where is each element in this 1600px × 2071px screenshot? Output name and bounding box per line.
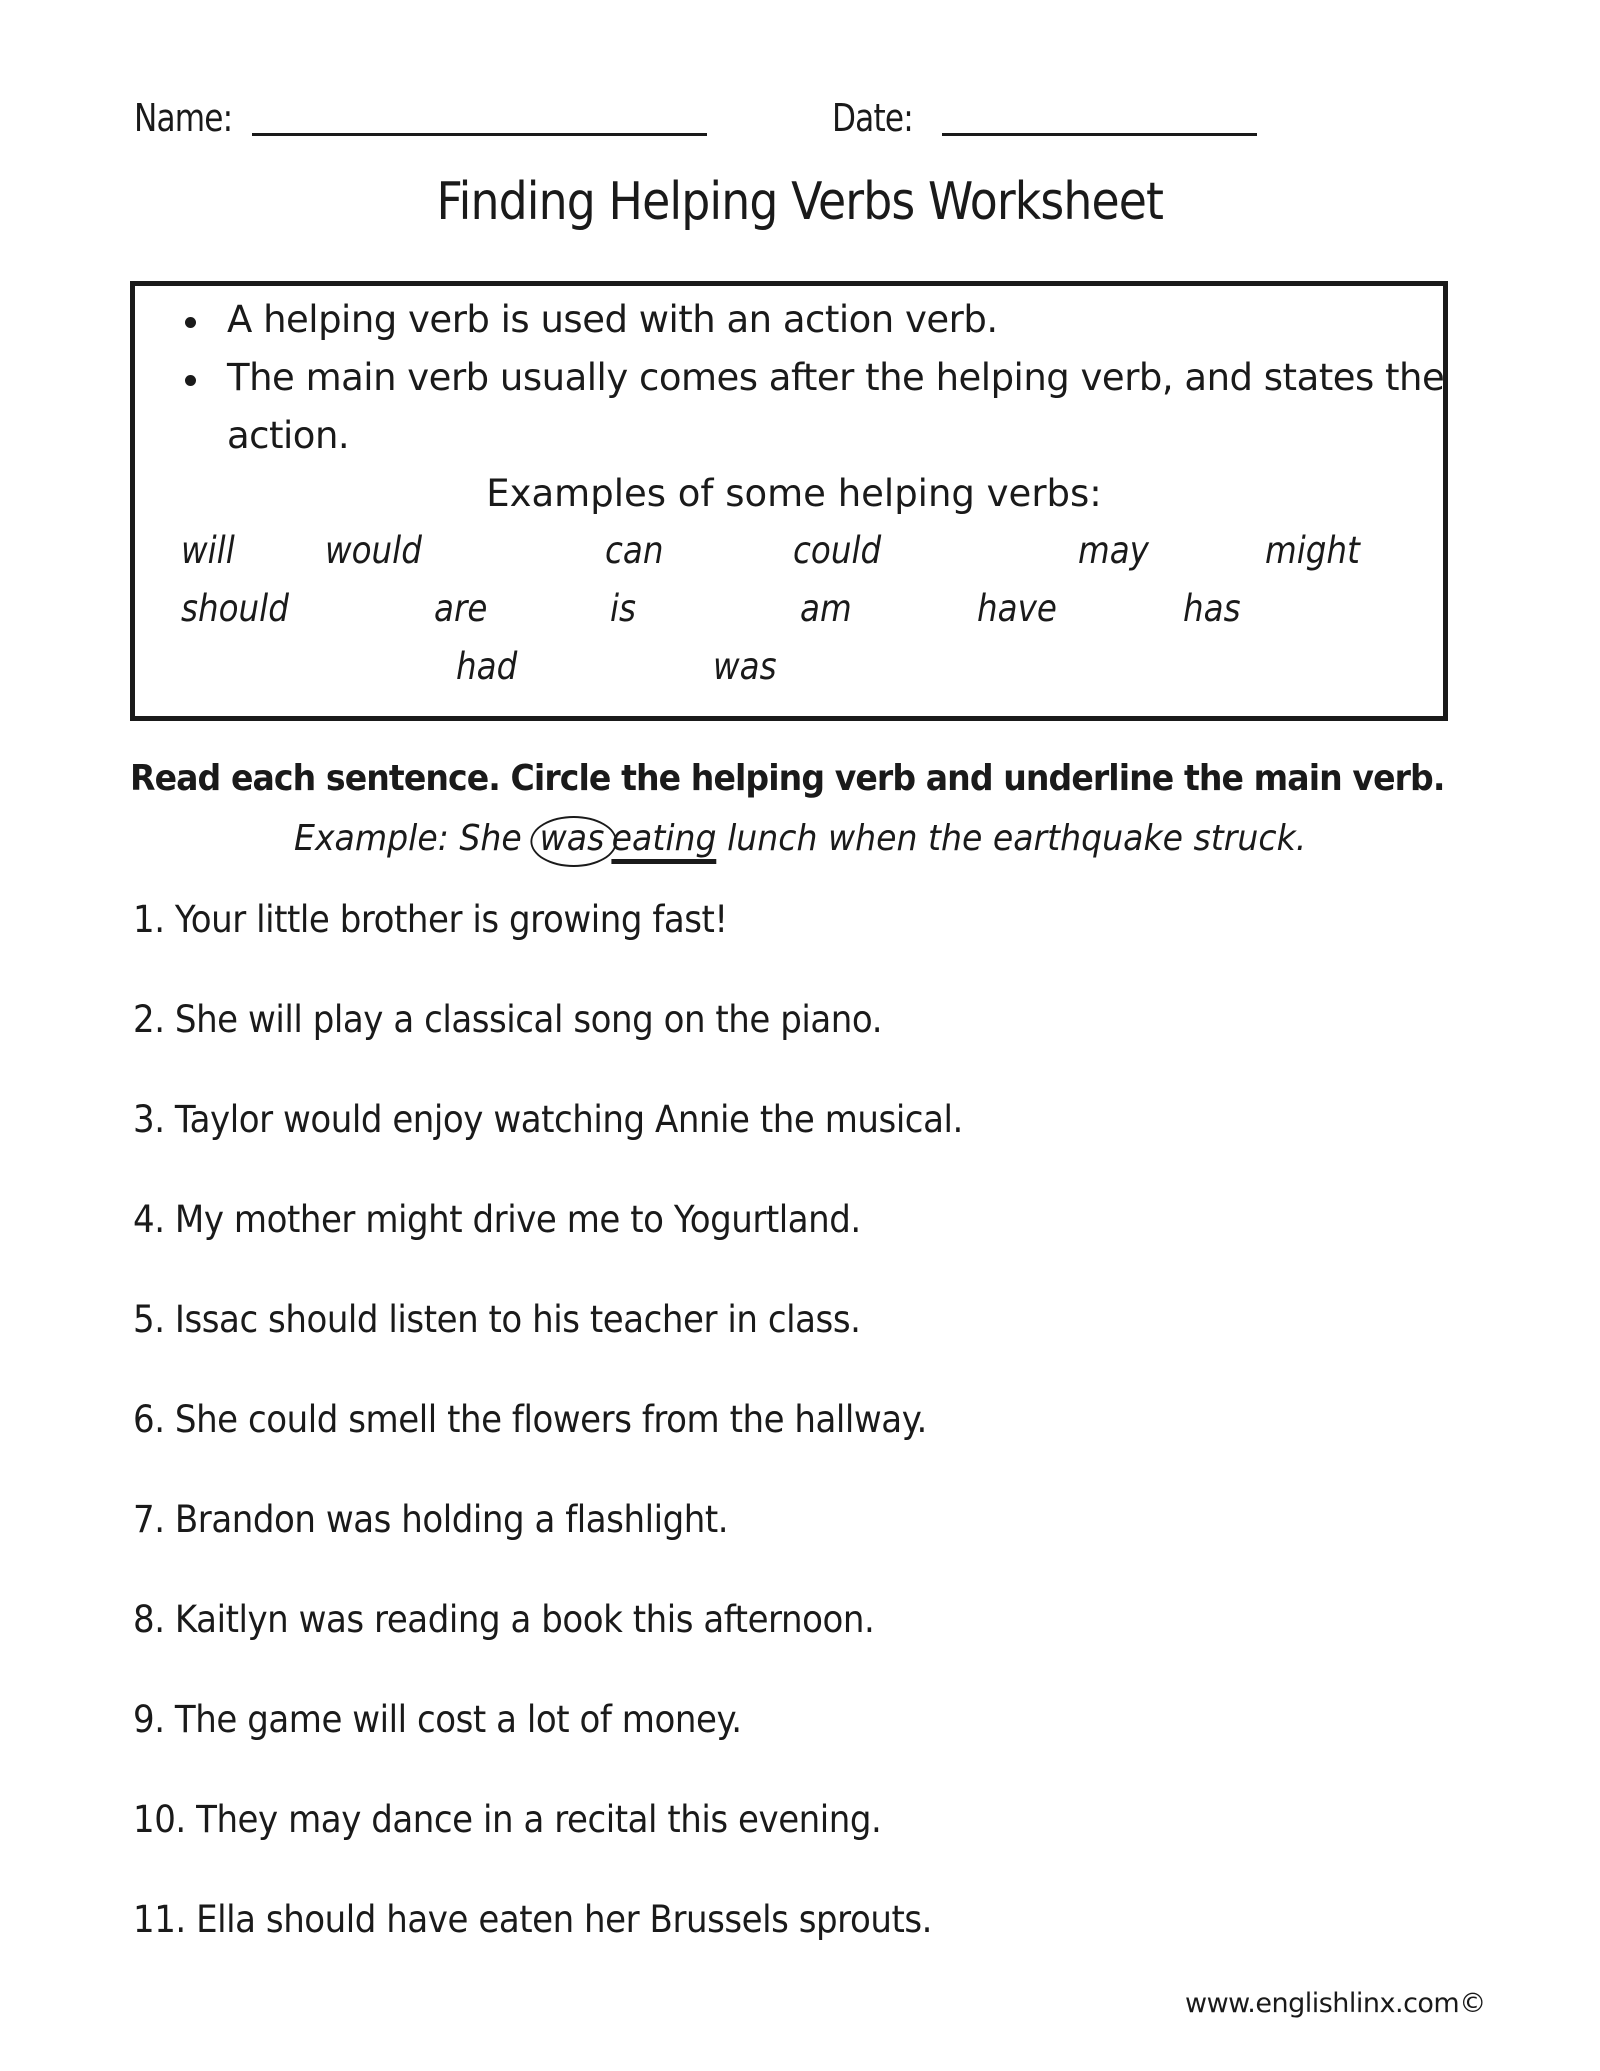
sentence-item[interactable]: [133, 998, 947, 1041]
name-blank-field[interactable]: [252, 133, 707, 136]
footer-copyright: www.englishlinx.com©: [1185, 1988, 1486, 2019]
sentence-text: 10. They may dance in a recital this evening.: [133, 1798, 882, 1841]
example-underlined-main-verb: eating: [612, 818, 717, 864]
verb-could: could: [793, 529, 882, 572]
bullet-text-1: A helping verb is used with an action verb.: [227, 298, 998, 341]
helping-verbs-info-box: [130, 281, 1448, 721]
bullet-text-2-cont: action.: [227, 414, 350, 457]
bullet-icon: [185, 375, 196, 386]
page-title: [0, 172, 1600, 232]
examples-heading: Examples of some helping verbs:: [486, 472, 1102, 515]
verb-would: would: [325, 529, 422, 572]
verb-is: is: [610, 587, 637, 630]
verb-has: has: [1183, 587, 1241, 630]
sentence-text: 3. Taylor would enjoy watching Annie the musical.: [133, 1098, 963, 1141]
sentence-item[interactable]: [133, 1398, 996, 1441]
sentence-item[interactable]: [133, 1198, 924, 1241]
verb-was: was: [713, 645, 777, 688]
sentence-item[interactable]: [133, 1098, 1035, 1141]
sentence-item[interactable]: [133, 1598, 939, 1641]
sentence-item[interactable]: [133, 1498, 780, 1541]
sentence-text: 8. Kaitlyn was reading a book this afternoon.: [133, 1598, 875, 1641]
verb-can: can: [605, 529, 664, 572]
verb-had: had: [456, 645, 518, 688]
sentence-item[interactable]: [133, 1698, 795, 1741]
bullet-icon: [185, 317, 196, 328]
verb-should: should: [181, 587, 289, 630]
verb-have: have: [977, 587, 1057, 630]
example-prefix: Example: She: [293, 818, 522, 859]
date-label: Date:: [832, 96, 913, 140]
sentence-text: 7. Brandon was holding a flashlight.: [133, 1498, 729, 1541]
verb-will: will: [181, 529, 235, 572]
date-blank-field[interactable]: [942, 133, 1257, 136]
sentence-text: 4. My mother might drive me to Yogurtland.: [133, 1198, 861, 1241]
name-label: Name:: [134, 96, 233, 140]
sentence-text: 9. The game will cost a lot of money.: [133, 1698, 742, 1741]
instructions-text: Read each sentence. Circle the helping verb and underline the main verb.: [130, 758, 1445, 799]
sentence-item[interactable]: [133, 1798, 947, 1841]
page-title-text: Finding Helping Verbs Worksheet: [436, 172, 1164, 232]
verb-am: am: [800, 587, 852, 630]
verb-may: may: [1078, 529, 1149, 572]
sentence-text: 1. Your little brother is growing fast!: [133, 898, 728, 941]
example-sentence: [0, 818, 1600, 859]
example-sentence-inner: [294, 818, 1306, 859]
sentence-text: 2. She will play a classical song on the piano.: [133, 998, 883, 1041]
sentence-text: 5. Issac should listen to his teacher in class.: [133, 1298, 861, 1341]
sentence-item[interactable]: [133, 1298, 924, 1341]
sentence-item[interactable]: [133, 1898, 1001, 1941]
verb-might: might: [1265, 529, 1360, 572]
verb-are: are: [434, 587, 488, 630]
sentence-item[interactable]: [133, 898, 779, 941]
example-circled-helping-verb: was: [532, 818, 611, 859]
instructions: [130, 758, 1559, 799]
sentence-text: 11. Ella should have eaten her Brussels sprouts.: [133, 1898, 932, 1941]
example-suffix: lunch when the earthquake struck.: [726, 818, 1307, 859]
sentence-text: 6. She could smell the flowers from the hallway.: [133, 1398, 927, 1441]
bullet-text-2: The main verb usually comes after the helping verb, and states the: [227, 356, 1445, 399]
